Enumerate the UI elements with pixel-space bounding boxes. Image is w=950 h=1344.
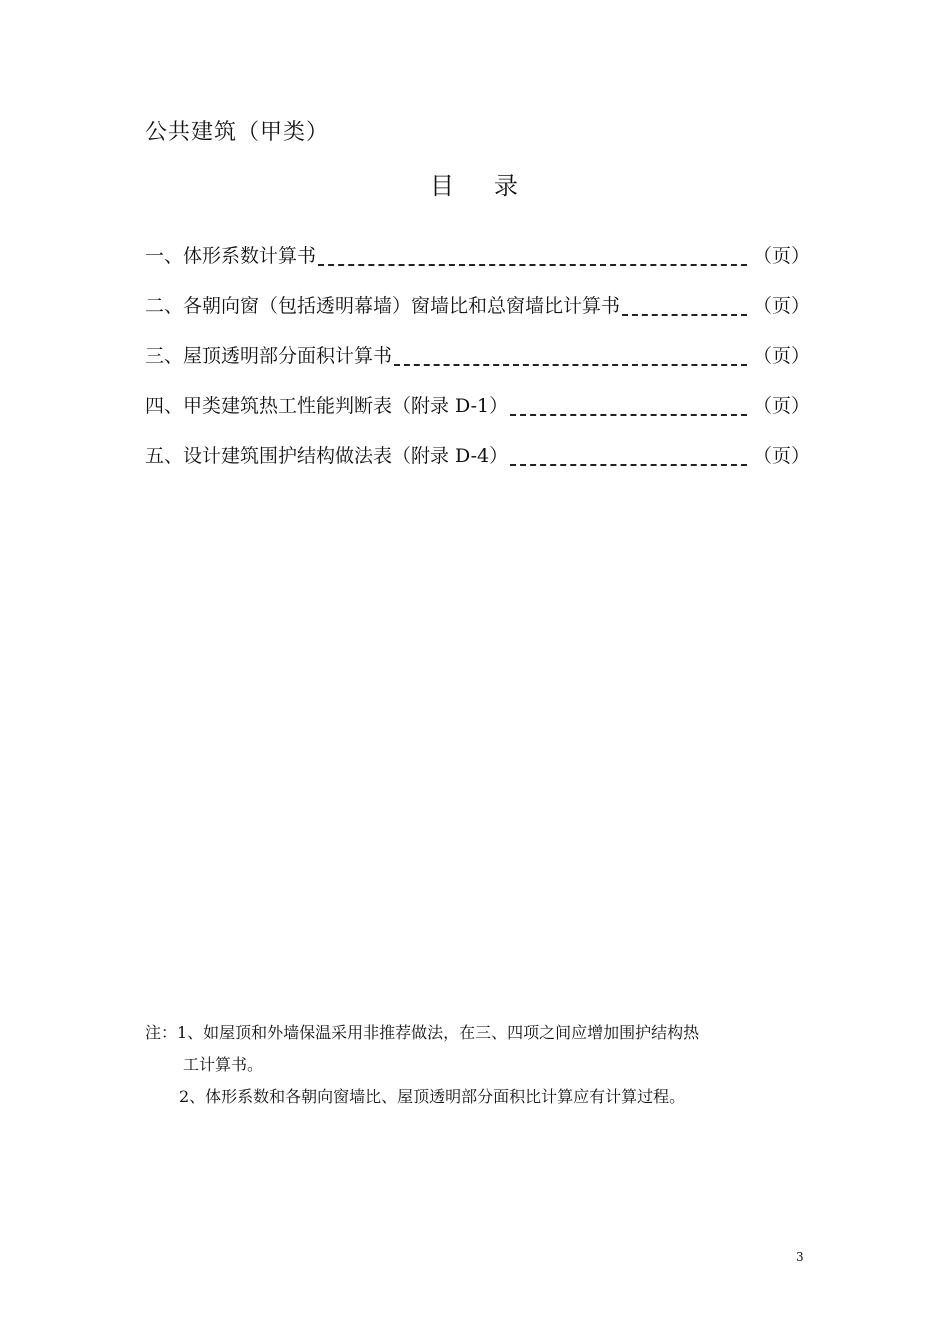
notes-section [145, 1017, 810, 1113]
toc-entry-page: （页） [752, 295, 810, 318]
note-1-line-2: 工计算书。 [183, 1055, 264, 1074]
toc-entry [145, 418, 810, 468]
toc-dotted-leader [318, 264, 747, 266]
toc-entry-page: （页） [752, 245, 810, 268]
toc-title-part2: 录 [494, 172, 520, 200]
toc-entry-label: 三、屋顶透明部分面积计算书 [145, 345, 393, 368]
toc-entry-label: 四、甲类建筑热工性能判断表（附录 D-1） [145, 395, 509, 418]
toc-entry-page: （页） [752, 445, 810, 468]
toc-title [0, 166, 950, 201]
toc-entry [145, 268, 810, 318]
toc-dotted-leader [510, 464, 747, 466]
toc-entry [145, 218, 810, 268]
toc-entry-label: 一、体形系数计算书 [145, 245, 317, 268]
page-number: 3 [796, 1250, 804, 1264]
toc-title-part1: 目 [430, 172, 456, 200]
document-heading: 公共建筑（甲类） [145, 120, 330, 145]
toc-dotted-leader [622, 314, 747, 316]
toc-entry [145, 318, 810, 368]
toc-entry [145, 368, 810, 418]
toc-entry-label: 二、各朝向窗（包括透明幕墙）窗墙比和总窗墙比计算书 [145, 295, 621, 318]
toc-entry-page: （页） [752, 345, 810, 368]
toc-dotted-leader [394, 364, 747, 366]
toc-entry-page: （页） [752, 395, 810, 418]
toc-dotted-leader [510, 414, 747, 416]
table-of-contents [145, 218, 810, 468]
note-2: 2、体形系数和各朝向窗墙比、屋顶透明部分面积比计算应有计算过程。 [179, 1087, 686, 1106]
note-1-line-1: 注：1、如屋顶和外墙保温采用非推荐做法，在三、四项之间应增加围护结构热 [145, 1023, 700, 1042]
toc-entry-label: 五、设计建筑围护结构做法表（附录 D-4） [145, 445, 509, 468]
